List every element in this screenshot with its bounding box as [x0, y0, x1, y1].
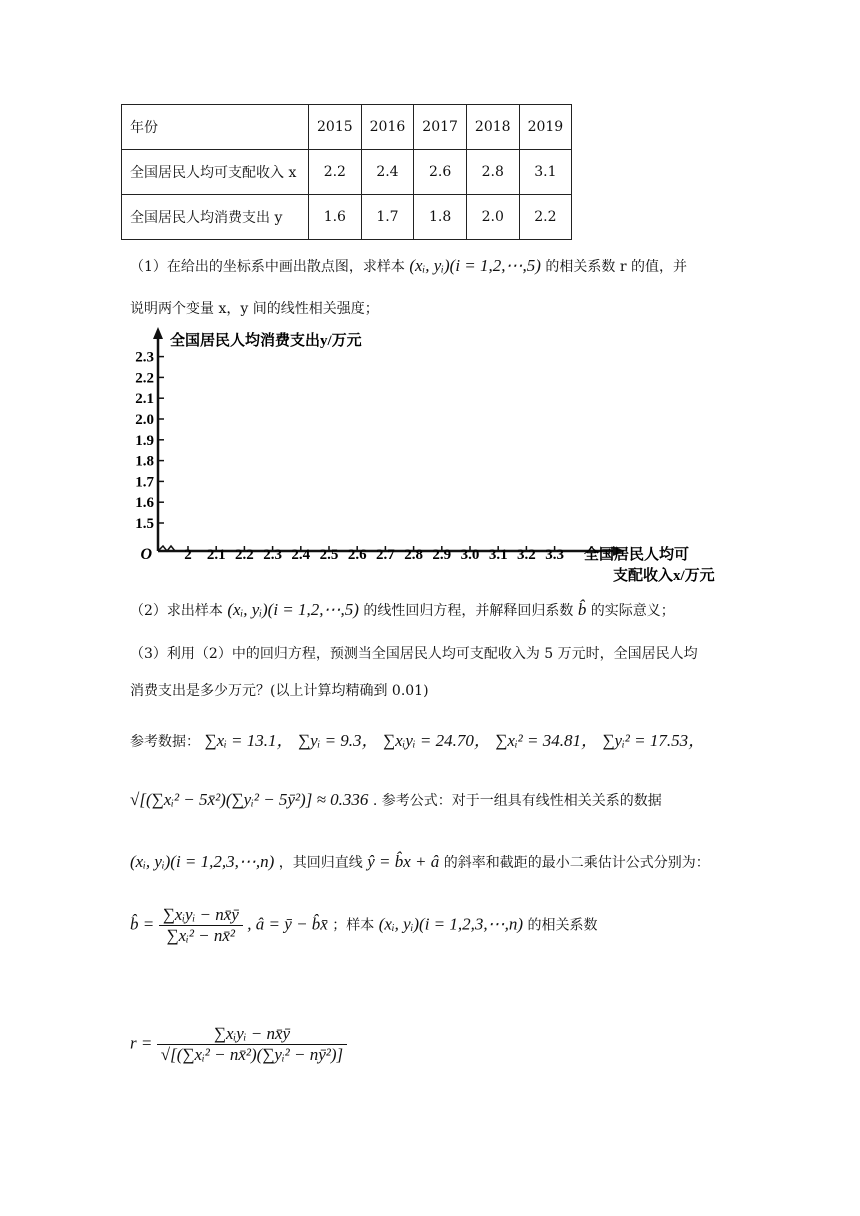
x-tick-label: 3.2: [517, 547, 536, 563]
reference-sum-y: ∑yᵢ = 9.3，: [297, 731, 379, 750]
table-row-label: 全国居民人均可支配收入 x: [122, 150, 309, 195]
question-1-line-1: [130, 256, 687, 276]
reference-sum-xy: ∑xᵢyᵢ = 24.70，: [383, 731, 491, 750]
x-tick-label: 2.9: [432, 547, 452, 563]
table-cell: 2015: [309, 105, 362, 150]
x-tick-label: 2.5: [319, 547, 339, 563]
table-cell: 2.2: [309, 150, 362, 195]
reference-sqrt-line: [130, 790, 662, 810]
regression-text: ，其回归直线: [278, 855, 363, 871]
y-tick-label: 2.0: [135, 412, 154, 428]
reference-sum-x2: ∑xᵢ² = 34.81，: [495, 731, 598, 750]
b-denominator: ∑xᵢ² − nx̄²: [166, 926, 236, 945]
b-fraction: [159, 905, 243, 946]
origin-label: O: [140, 546, 152, 563]
y-tick-label: 1.6: [135, 495, 154, 512]
x-axis-label-line-1: 全国居民人均可: [584, 547, 690, 563]
r-fraction: [157, 1024, 347, 1065]
x-tick-label: 3.1: [488, 547, 508, 563]
x-tick-label: 2.1: [206, 547, 226, 563]
x-tick-group: [184, 546, 564, 563]
reference-sum-y2: ∑yᵢ² = 17.53，: [602, 731, 706, 750]
reference-sqrt-expr: √[(∑xᵢ² − 5x̄²)(∑yᵢ² − 5ȳ²)] ≈ 0.336: [130, 790, 369, 809]
table-row: [122, 150, 572, 195]
reference-sum-x: ∑xᵢ = 13.1，: [204, 731, 294, 750]
y-tick-label: 1.7: [135, 474, 154, 491]
x-tick-label: 2.8: [404, 547, 423, 563]
table-cell: 1.8: [414, 195, 467, 240]
r-tail: 的相关系数: [527, 917, 598, 934]
q2-sample: (xᵢ, yᵢ)(i = 1,2,⋯,5): [227, 600, 359, 619]
y-tick-label: 1.8: [135, 453, 154, 470]
x-axis-label-line-2: 支配收入x/万元: [613, 568, 715, 584]
table-cell: 3.1: [519, 150, 572, 195]
b-hat-formula: [130, 905, 598, 946]
regression-equation: ŷ = b̂x + â: [367, 852, 440, 871]
q2-b-hat: b̂: [577, 600, 587, 619]
x-tick-label: 2.4: [291, 547, 311, 563]
question-3-line-1: （3）利用（2）中的回归方程，预测当全国居民人均可支配收入为 5 万元时，全国居民人均: [130, 646, 698, 662]
table-cell: 1.7: [361, 195, 414, 240]
table-cell: 2017: [414, 105, 467, 150]
q1-text-a: （1）在给出的坐标系中画出散点图，求样本: [130, 259, 405, 275]
x-tick-label: 2.6: [347, 547, 367, 563]
table-cell: 2.8: [466, 150, 519, 195]
r-pairs: (xᵢ, yᵢ)(i = 1,2,3,⋯,n): [378, 914, 524, 934]
y-tick-label: 2.2: [135, 370, 154, 387]
pairs: (xᵢ, yᵢ)(i = 1,2,3,⋯,n): [130, 852, 275, 871]
x-tick-label: 2.3: [263, 547, 282, 563]
table-cell: 2.6: [414, 150, 467, 195]
y-tick-label: 1.5: [135, 516, 154, 532]
reference-data-line: [130, 726, 705, 751]
r-numerator: ∑xᵢyᵢ − nx̄ȳ: [157, 1024, 347, 1045]
x-tick-label: 3.0: [460, 547, 480, 563]
table-row: [122, 105, 572, 150]
b-numerator: ∑xᵢyᵢ − nx̄ȳ: [159, 905, 243, 926]
x-tick-label: 2: [184, 547, 192, 563]
y-tick-label: 1.9: [135, 432, 154, 449]
a-formula: , â = ȳ − b̂x̄: [247, 914, 328, 934]
table-cell: 1.6: [309, 195, 362, 240]
r-text: ；样本: [332, 917, 375, 934]
b-formula-lhs: b̂ =: [130, 914, 155, 934]
regression-tail: 的斜率和截距的最小二乘估计公式分别为：: [443, 855, 710, 871]
table-cell: 2019: [519, 105, 572, 150]
y-tick-group: [135, 350, 164, 532]
q2-text-a: （2）求出样本: [130, 603, 223, 619]
axes: [153, 327, 625, 556]
table-header-year: 年份: [122, 105, 309, 150]
reference-label: 参考数据：: [130, 734, 200, 750]
reference-formula-label: . 参考公式：对于一组具有线性相关关系的数据: [372, 793, 662, 809]
r-formula-lhs: r =: [130, 1033, 153, 1053]
r-formula: [130, 1024, 347, 1065]
r-denominator: √[(∑xᵢ² − nx̄²)(∑yᵢ² − nȳ²)]: [160, 1045, 344, 1064]
q2-text-c: 的实际意义；: [590, 603, 675, 619]
table-cell: 2.4: [361, 150, 414, 195]
q1-text-b: 的相关系数 r 的值，并: [545, 259, 687, 275]
scatter-axes: [110, 315, 750, 590]
y-axis-label: 全国居民人均消费支出y/万元: [170, 333, 362, 349]
x-tick-label: 2.7: [376, 547, 395, 563]
table-cell: 2.2: [519, 195, 572, 240]
data-table: [121, 104, 572, 240]
x-tick-label: 2.2: [235, 547, 254, 563]
x-tick-label: 3.3: [545, 547, 564, 563]
regression-line-text: [130, 852, 710, 872]
table-row: [122, 195, 572, 240]
table-row-label: 全国居民人均消费支出 y: [122, 195, 309, 240]
y-tick-label: 2.3: [135, 349, 154, 366]
question-1-line-2: 说明两个变量 x，y 间的线性相关强度；: [130, 301, 379, 317]
q2-text-b: 的线性回归方程，并解释回归系数: [363, 603, 574, 619]
y-axis-arrow: [153, 327, 163, 339]
table-cell: 2018: [466, 105, 519, 150]
question-3-line-2: 消费支出是多少万元？(以上计算均精确到 0.01): [130, 683, 429, 699]
table-cell: 2.0: [466, 195, 519, 240]
table-cell: 2016: [361, 105, 414, 150]
question-2-line: [130, 600, 675, 620]
q1-sample: (xᵢ, yᵢ)(i = 1,2,⋯,5): [409, 256, 541, 275]
y-tick-label: 2.1: [135, 391, 154, 408]
